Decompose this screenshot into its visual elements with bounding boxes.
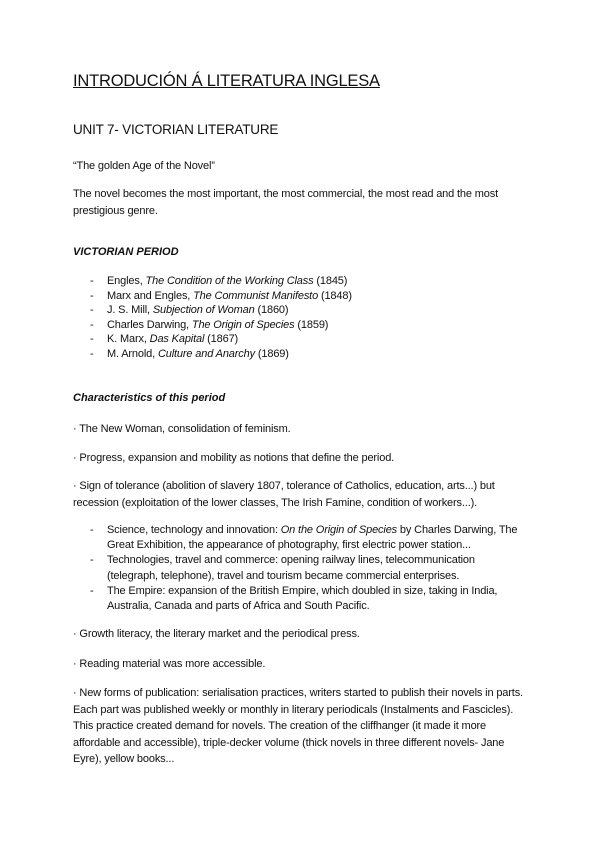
document-title: INTRODUCIÓN Á LITERATURA INGLESA: [73, 72, 380, 90]
list-item: - K. Marx, Das Kapital (1867): [90, 333, 239, 346]
list-item: - Technologies, travel and commerce: opening railway lines, telecommunication (telegraph, telephone), travel and tourism became commercial enterprises.: [90, 554, 475, 582]
victorian-period-heading: VICTORIAN PERIOD: [73, 246, 179, 258]
list-item: - Engles, The Condition of the Working Class (1845): [90, 275, 348, 287]
quote-line: “The golden Age of the Novel”: [73, 160, 215, 172]
list-item: - Marx and Engles, The Communist Manifesto (1848): [90, 289, 352, 302]
list-item: - J. S. Mill, Subjection of Woman (1860): [90, 304, 289, 317]
point-literacy: · Growth literacy, the literary market and the periodical press.: [73, 628, 360, 640]
sub-points-list: [90, 523, 527, 614]
point-progress: · Progress, expansion and mobility as notions that define the period.: [73, 452, 395, 464]
unit-title: UNIT 7- VICTORIAN LITERATURE: [73, 122, 279, 137]
point-new-woman: · The New Woman, consolidation of feminism.: [73, 423, 291, 435]
list-item: - M. Arnold, Culture and Anarchy (1869): [90, 347, 289, 360]
list-item: - Charles Darwing, The Origin of Species (1859): [90, 318, 329, 331]
list-item: - The Empire: expansion of the British Empire, which doubled in size, taking in India, Australia, Canada and parts of Africa and South Pacific.: [90, 584, 498, 613]
intro-paragraph: The novel becomes the most important, the most commercial, the most read and the most prestigious genre.: [73, 188, 499, 217]
point-reading: · Reading material was more accessible.: [73, 658, 266, 670]
point-publication: · New forms of publication: serialisation practices, writers started to publish their novels in parts. Each part was published weekly or monthly in literary periodicals (Instalments and Fascicles). This practice created demand for novels. The creation of the cliffhanger (it made it more affordable and accessible), triple-decker volume (thick novels in three different novels- Jane Eyre), yellow books...: [73, 687, 523, 765]
characteristics-heading: Characteristics of this period: [73, 392, 226, 404]
works-list: [90, 274, 527, 362]
list-item: - Science, technology and innovation: On the Origin of Species by Charles Darwing, The Great Exhibition, the appearance of photography, first electric power station...: [90, 524, 518, 552]
point-tolerance: · Sign of tolerance (abolition of slavery 1807, tolerance of Catholics, education, arts...) but recession (exploitation of the lower classes, The Irish Famine, condition of workers...).: [73, 480, 495, 509]
